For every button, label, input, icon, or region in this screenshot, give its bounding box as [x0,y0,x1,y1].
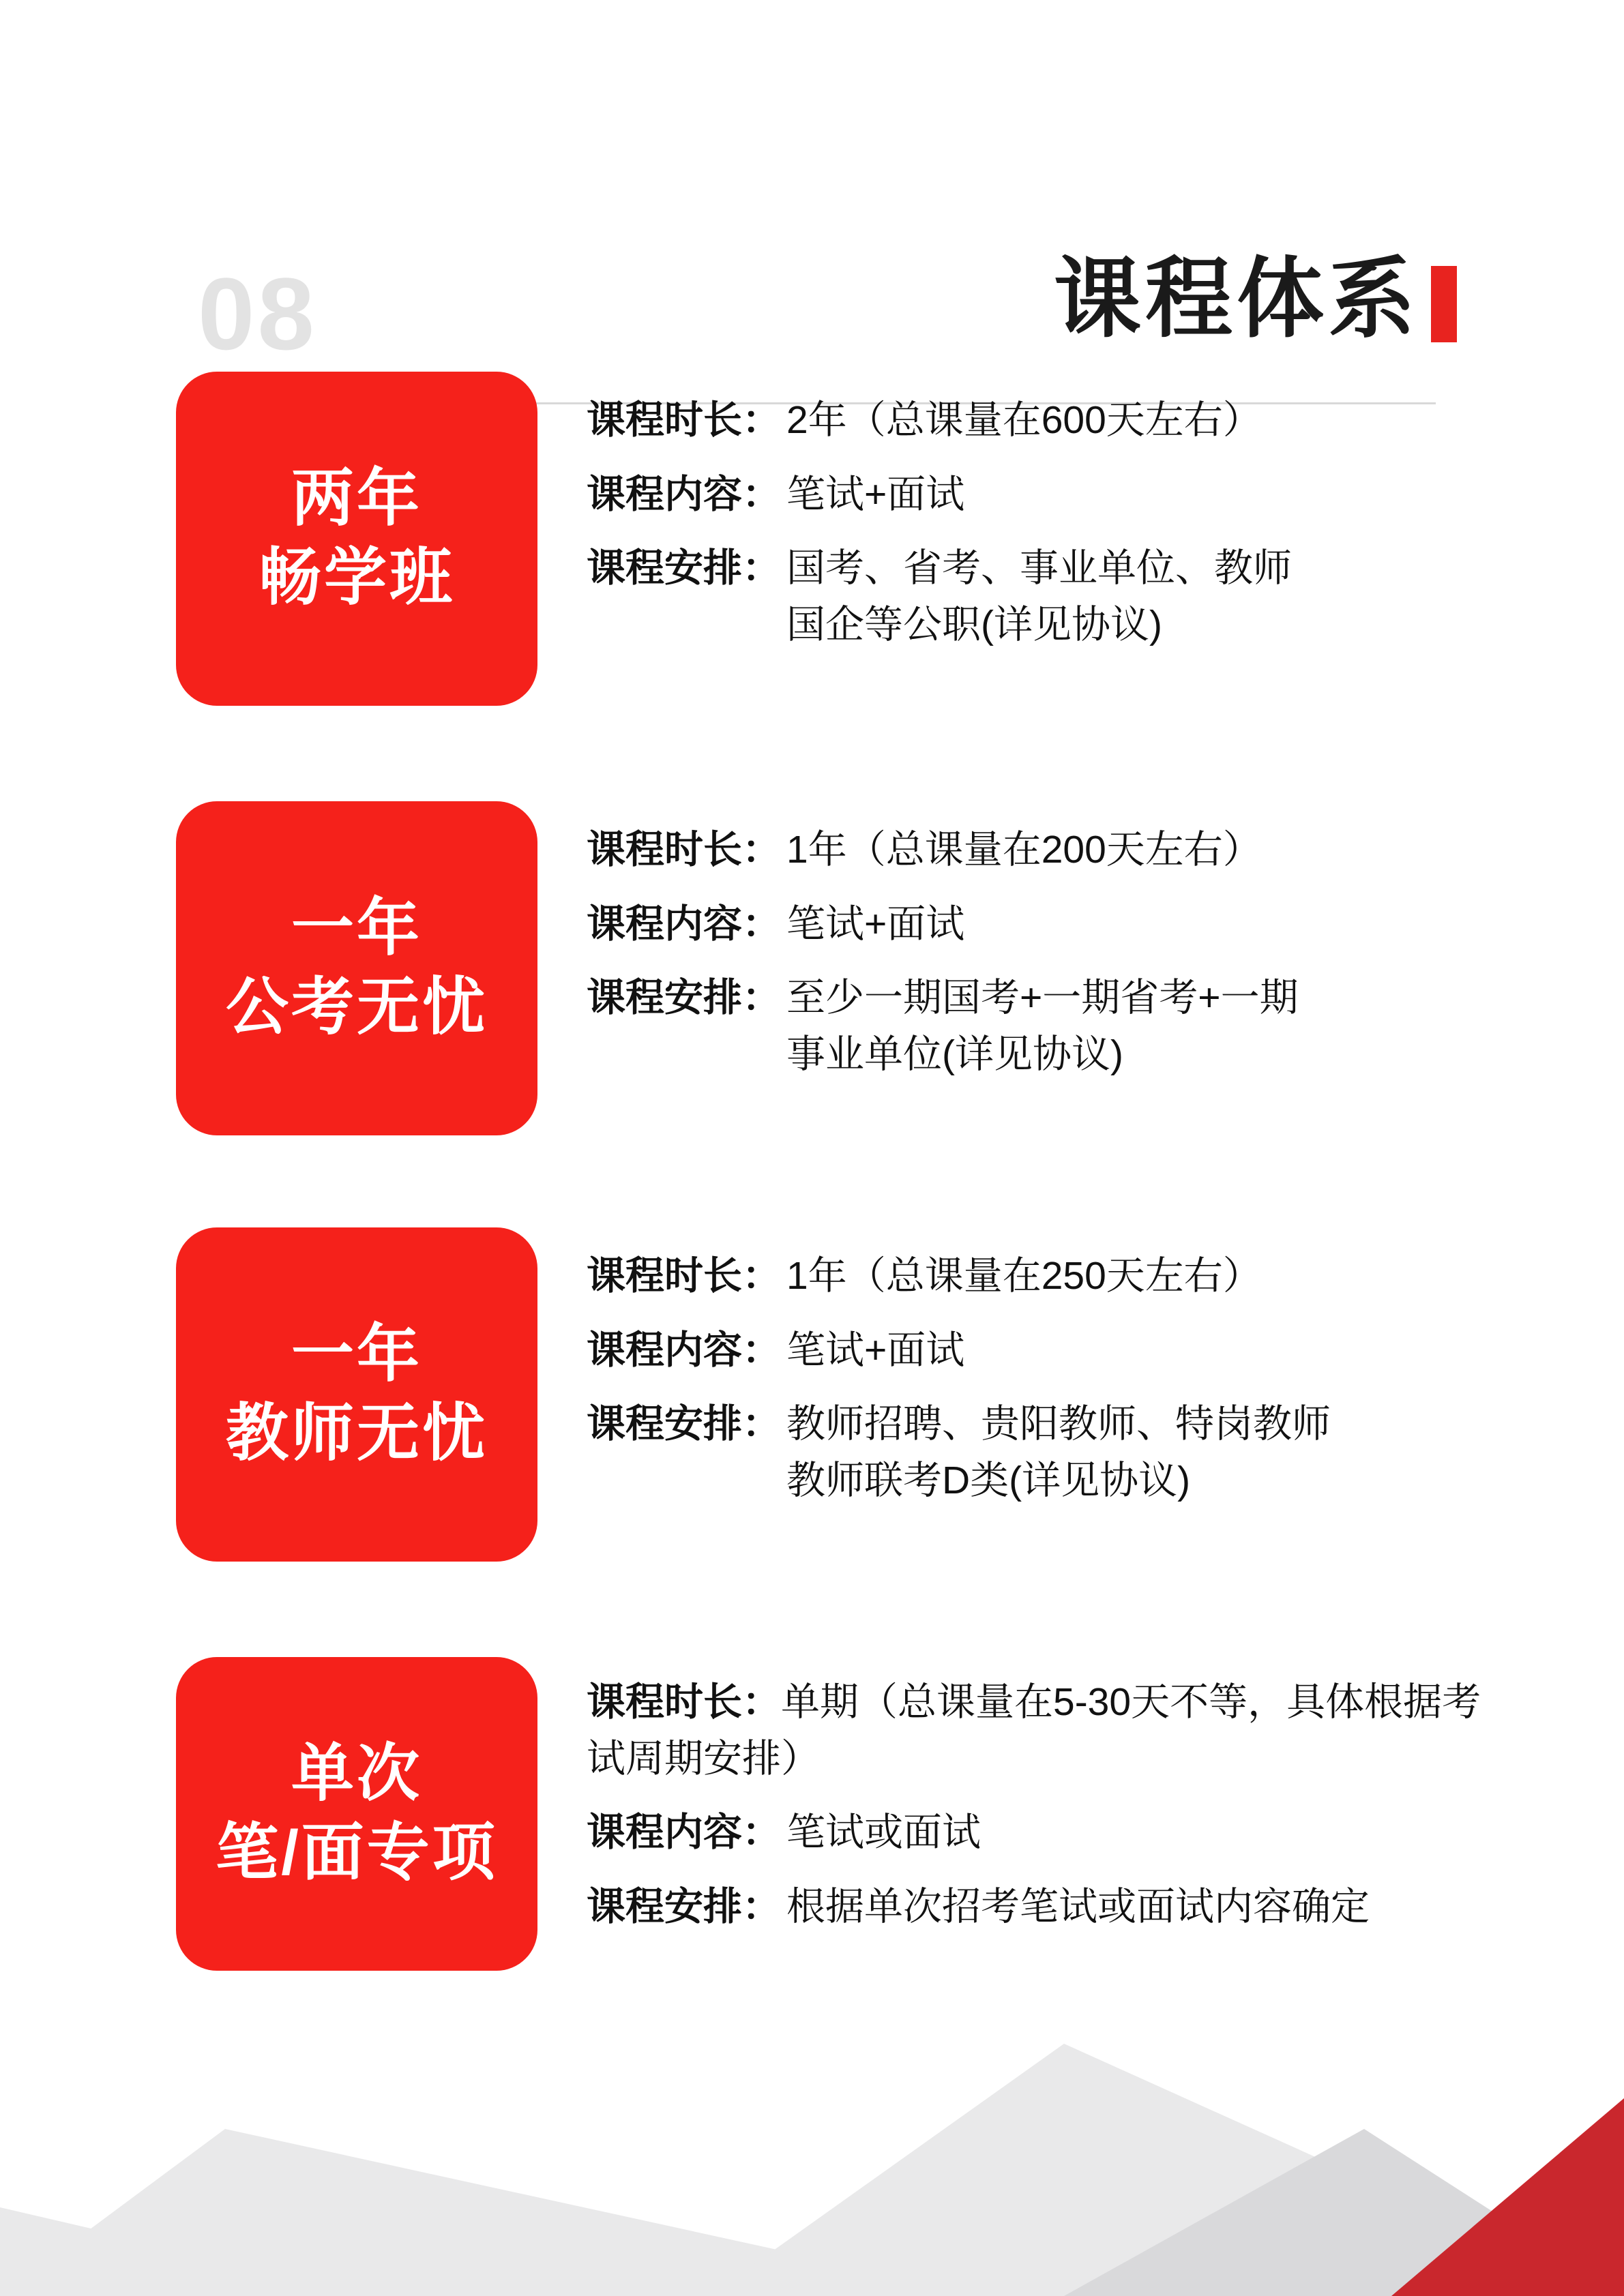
course-content-row [587,466,1507,523]
course-badge-line: 一年 [291,893,422,964]
course-badge-line: 单次 [291,1739,422,1809]
course-badge-line: 两年 [291,464,422,534]
course-details-4 [587,1674,1507,1953]
schedule-line: 至少一期国考+一期省考+一期 [786,976,1299,1020]
duration-label: 课程时长： [587,1254,781,1298]
course-content-row [587,896,1507,953]
course-badge-line: 教师无忧 [225,1399,488,1468]
title-accent-bar [1431,266,1457,342]
course-details-2 [587,822,1507,1101]
duration-label: 课程时长： [587,1680,781,1724]
course-badge-line: 公考无忧 [225,972,488,1042]
schedule-value [786,540,1292,653]
course-schedule-row [587,540,1507,653]
page-number: 08 [198,256,317,371]
course-duration-row [587,822,1507,878]
schedule-label: 课程安排： [587,1402,781,1446]
schedule-label: 课程安排： [587,546,781,591]
course-details-3 [587,1248,1507,1527]
course-details-1 [587,392,1507,671]
duration-value: 1年（总课量在250天左右） [786,1254,1262,1298]
course-schedule-row [587,1396,1507,1508]
course-badge-1 [176,372,537,706]
course-content-row [587,1804,1507,1861]
duration-label: 课程时长： [587,398,781,442]
course-duration-row [587,392,1507,449]
course-schedule-row [587,970,1507,1082]
deco-shape-red [1391,2098,1624,2296]
course-badge-line: 笔/面专项 [216,1818,498,1888]
schedule-value [786,970,1299,1082]
schedule-line: 国考、省考、事业单位、教师 [786,546,1292,591]
schedule-line: 教师招聘、贵阳教师、特岗教师 [786,1402,1331,1446]
course-duration-row [587,1248,1507,1304]
schedule-line: 事业单位(详见协议) [786,1032,1123,1076]
course-badge-2 [176,801,537,1135]
content-label: 课程内容： [587,1810,781,1855]
course-badge-3 [176,1227,537,1562]
content-label: 课程内容： [587,901,781,946]
content-label: 课程内容： [587,1328,781,1372]
deco-shape-mid-right [709,2044,1624,2296]
schedule-value [786,1396,1331,1508]
content-value: 笔试+面试 [786,901,965,946]
schedule-label: 课程安排： [587,976,781,1020]
content-label: 课程内容： [587,472,781,516]
page-header [0,123,1624,371]
deco-shape-left [0,2207,382,2296]
page-title: 课程体系 [1053,250,1419,348]
footer-decoration [0,1941,1624,2296]
duration-value: 1年（总课量在200天左右） [786,828,1262,871]
content-value: 笔试+面试 [786,1328,965,1372]
course-duration-row [587,1674,1507,1787]
course-content-row [587,1322,1507,1379]
course-badge-line: 一年 [291,1320,422,1390]
schedule-label: 课程安排： [587,1884,781,1928]
schedule-line: 教师联考D类(详见协议) [786,1458,1191,1502]
schedule-value: 根据单次招考笔试或面试内容确定 [786,1884,1370,1928]
duration-value: 2年（总课量在600天左右） [786,398,1262,442]
course-schedule-row [587,1879,1507,1935]
deco-shape-mid-left [0,2129,989,2296]
content-value: 笔试或面试 [786,1810,981,1855]
deco-shape-right-grey [1064,2129,1624,2296]
course-badge-line: 畅学班 [258,543,455,612]
duration-label: 课程时长： [587,828,781,871]
duration-value: 单期（总课量在5-30天不等，具体根据考试周期安排） [587,1680,1481,1780]
course-badge-4 [176,1657,537,1971]
schedule-line: 国企等公职(详见协议) [786,602,1162,646]
content-value: 笔试+面试 [786,472,965,516]
